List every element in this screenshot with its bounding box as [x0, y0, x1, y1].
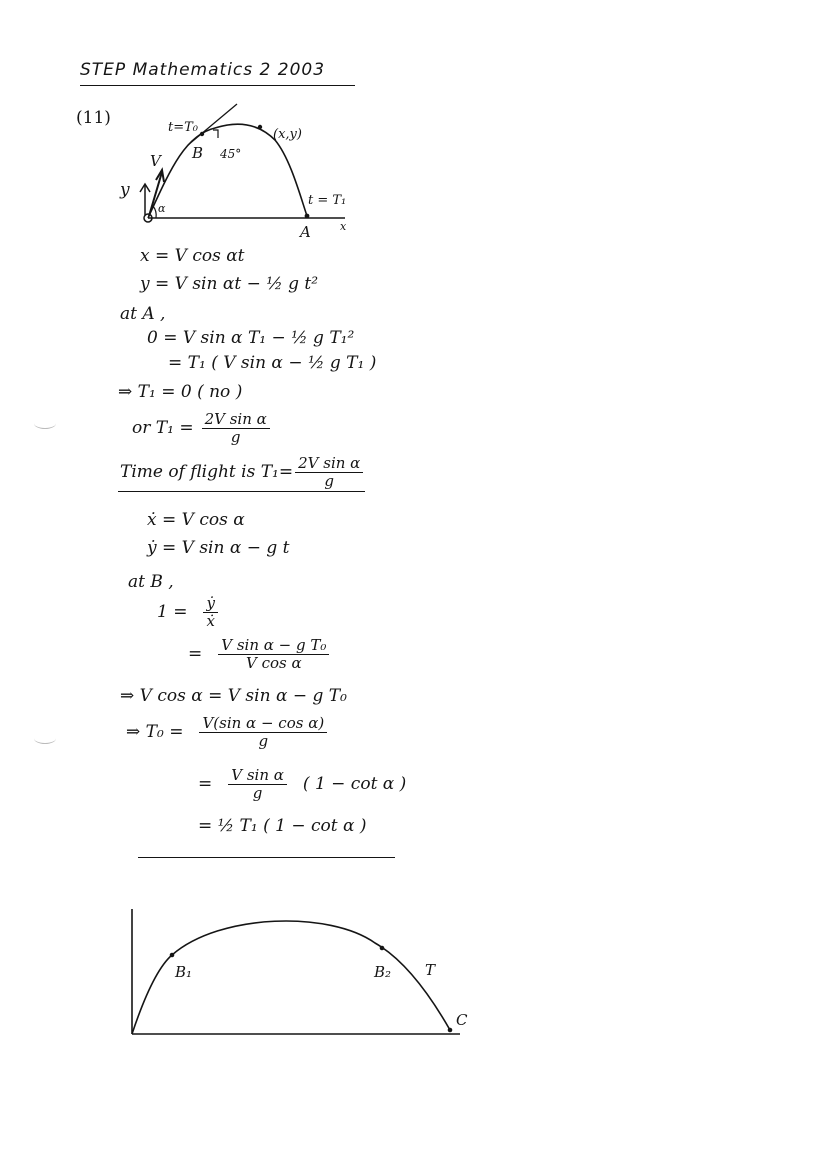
- label-point-xy: (x,y): [273, 127, 302, 142]
- eq-B2-lhs: =: [188, 644, 203, 664]
- eq-B5-den: g: [252, 784, 263, 802]
- time-of-flight-lhs: Time of flight is T₁=: [120, 462, 294, 482]
- page-title: STEP Mathematics 2 2003: [80, 60, 326, 80]
- label-x-axis: x: [340, 220, 347, 233]
- time-of-flight-den: g: [324, 472, 335, 490]
- eq-A4-den: g: [230, 428, 241, 446]
- scan-mark-bottom: [34, 733, 56, 744]
- label-B1: B₁: [175, 963, 193, 981]
- eq-y: y = V sin αt − ½ g t²: [140, 274, 319, 294]
- eq-B4: [126, 716, 327, 749]
- point-B1: [170, 953, 175, 958]
- point-B: [200, 132, 204, 136]
- eq-A4: [132, 412, 270, 445]
- eq-B2-fraction: [218, 638, 329, 671]
- title-underline: [80, 85, 355, 86]
- eq-A2: = T₁ ( V sin α − ½ g T₁ ): [168, 353, 377, 373]
- time-of-flight-num: 2V sin α: [295, 456, 363, 473]
- eq-B1-lhs: 1 =: [157, 602, 188, 622]
- label-t1: t = T₁: [308, 193, 347, 208]
- eq-B1-den: ẋ: [206, 612, 215, 630]
- label-B: B: [192, 144, 204, 162]
- eq-B4-fraction: [199, 716, 327, 749]
- eq-B4-num: V(sin α − cos α): [199, 716, 327, 733]
- eq-B1-fraction: [203, 596, 217, 629]
- eq-x: x = V cos αt: [140, 246, 245, 266]
- section-divider-1: [118, 491, 365, 492]
- label-C: C: [456, 1011, 468, 1029]
- eq-B2: [188, 638, 329, 671]
- eq-B5-rhs: ( 1 − cot α ): [302, 774, 407, 794]
- label-V: V: [150, 152, 161, 170]
- point-C: [448, 1028, 453, 1033]
- second-trajectory-diagram: [120, 905, 480, 1045]
- eq-B5-num: V sin α: [228, 768, 287, 785]
- point-A: [305, 214, 310, 219]
- eq-B4-den: g: [258, 732, 269, 750]
- eq-A4-num: 2V sin α: [202, 412, 270, 429]
- eq-B5-lhs: =: [198, 774, 213, 794]
- eq-B5: [198, 768, 406, 801]
- label-t0: t=T₀: [168, 120, 198, 135]
- eq-A3: ⇒ T₁ = 0 ( no ): [118, 382, 243, 402]
- section-divider-2: [138, 857, 395, 858]
- eq-B2-num: V sin α − g T₀: [218, 638, 329, 655]
- eq-B1: [157, 596, 218, 629]
- eq-B3: ⇒ V cos α = V sin α − g T₀: [120, 686, 347, 706]
- time-of-flight-fraction: [295, 456, 363, 489]
- label-alpha: α: [158, 202, 166, 215]
- eq-A4-fraction: [202, 412, 270, 445]
- eq-A1: 0 = V sin α T₁ − ½ g T₁²: [147, 328, 355, 348]
- eq-B5-fraction: [228, 768, 287, 801]
- at-A-label: at A ,: [120, 304, 166, 324]
- question-number: (11): [76, 108, 111, 128]
- scan-mark-top: [34, 418, 56, 429]
- label-y-axis: y: [120, 180, 130, 200]
- eq-B2-den: V cos α: [246, 654, 302, 672]
- angle-mark: [213, 130, 218, 138]
- label-T: T: [425, 961, 436, 979]
- point-B2: [380, 946, 385, 951]
- eq-A4-lhs: or T₁ =: [132, 418, 194, 438]
- label-B2: B₂: [374, 963, 392, 981]
- trajectory-diagram: [110, 100, 370, 240]
- eq-B4-lhs: ⇒ T₀ =: [126, 722, 184, 742]
- label-angle: 45°: [220, 147, 242, 161]
- time-of-flight: [120, 456, 363, 489]
- eq-B1-num: ẏ: [203, 596, 217, 613]
- eq-ydot: ẏ = V sin α − g t: [147, 538, 290, 558]
- point-xy: [258, 125, 262, 129]
- at-B-label: at B ,: [128, 572, 174, 592]
- eq-xdot: ẋ = V cos α: [147, 510, 245, 530]
- eq-B6: = ½ T₁ ( 1 − cot α ): [198, 816, 367, 836]
- label-A: A: [300, 223, 311, 240]
